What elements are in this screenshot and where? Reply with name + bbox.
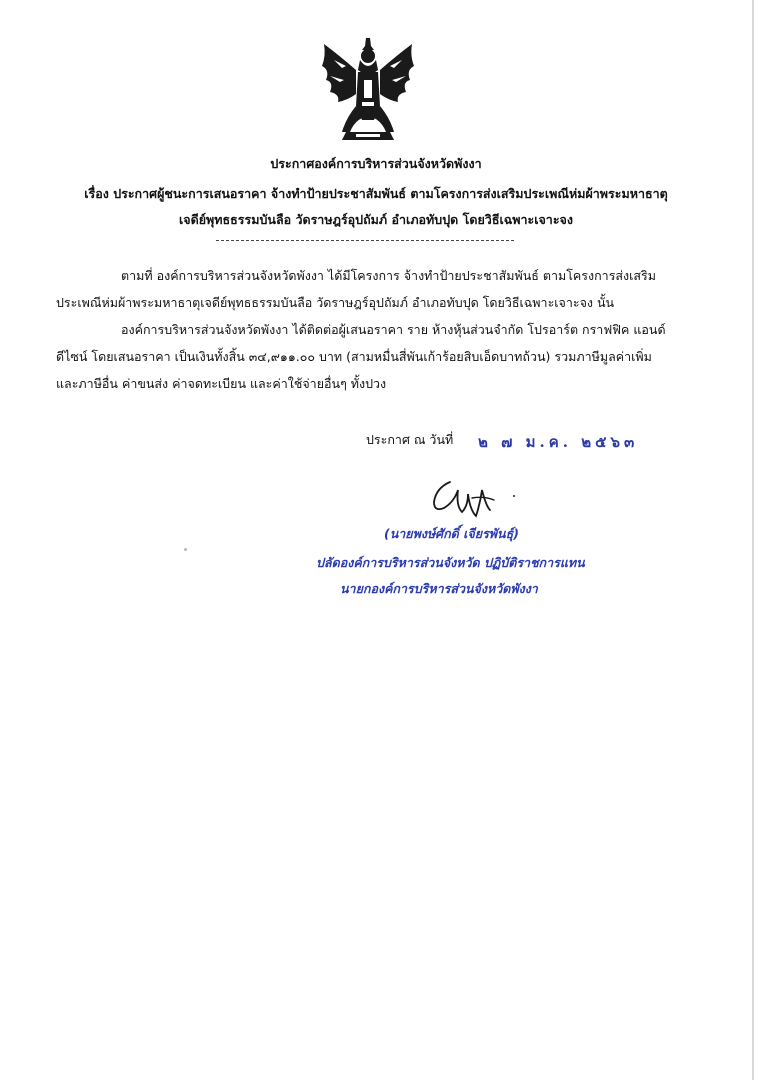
para2-line1: องค์การบริหารส่วนจังหวัดพังงา ได้ติดต่อผู้เสนอราคา ราย ห้างหุ้นส่วนจำกัด โปรอาร์ต กราฟฟิค แอนด์ bbox=[121, 322, 666, 337]
signature-icon bbox=[428, 476, 522, 524]
para2-line3: และภาษีอื่น ค่าขนส่ง ค่าจดทะเบียน และค่าใช้จ่ายอื่นๆ ทั้งปวง bbox=[56, 376, 387, 391]
scan-speck bbox=[184, 548, 187, 551]
announce-date: ๒ ๗ ม.ค. ๒๕๖๓ bbox=[478, 433, 639, 451]
garuda-emblem-icon bbox=[316, 36, 420, 144]
divider bbox=[216, 240, 514, 241]
subject-line-2: เจดีย์พุทธธรรมบันลือ วัดราษฎร์อุปถัมภ์ อำเภอทับปุด โดยวิธีเฉพาะเจาะจง bbox=[179, 212, 573, 227]
signatory-name: (นายพงษ์ศักดิ์ เจียรพันธุ์) bbox=[384, 526, 519, 541]
announce-label: ประกาศ ณ วันที่ bbox=[366, 432, 454, 447]
subject-line-1: เรื่อง ประกาศผู้ชนะการเสนอราคา จ้างทำป้ายประชาสัมพันธ์ ตามโครงการส่งเสริมประเพณีห่มผ้าพระมหาธาตุ bbox=[84, 186, 668, 201]
page-edge bbox=[752, 0, 754, 1080]
para1-line1: ตามที่ องค์การบริหารส่วนจังหวัดพังงา ได้มีโครงการ จ้างทำป้ายประชาสัมพันธ์ ตามโครงการส่งเสริม bbox=[121, 268, 656, 283]
signatory-position-2: นายกองค์การบริหารส่วนจังหวัดพังงา bbox=[340, 581, 538, 596]
para2-line2: ดีไซน์ โดยเสนอราคา เป็นเงินทั้งสิ้น ๓๔,๙๑๑.๐๐ บาท (สามหมื่นสี่พันเก้าร้อยสิบเอ็ดบาทถ้วน) รวมภาษีมูลค่าเพิ่ม bbox=[56, 349, 652, 364]
org-title: ประกาศองค์การบริหารส่วนจังหวัดพังงา bbox=[270, 156, 482, 171]
para1-line2: ประเพณีห่มผ้าพระมหาธาตุเจดีย์พุทธธรรมบันลือ วัดราษฎร์อุปถัมภ์ อำเภอทับปุด โดยวิธีเฉพาะเจาะจง นั้น bbox=[56, 295, 615, 310]
signatory-position-1: ปลัดองค์การบริหารส่วนจังหวัด ปฏิบัติราชการแทน bbox=[316, 555, 585, 570]
